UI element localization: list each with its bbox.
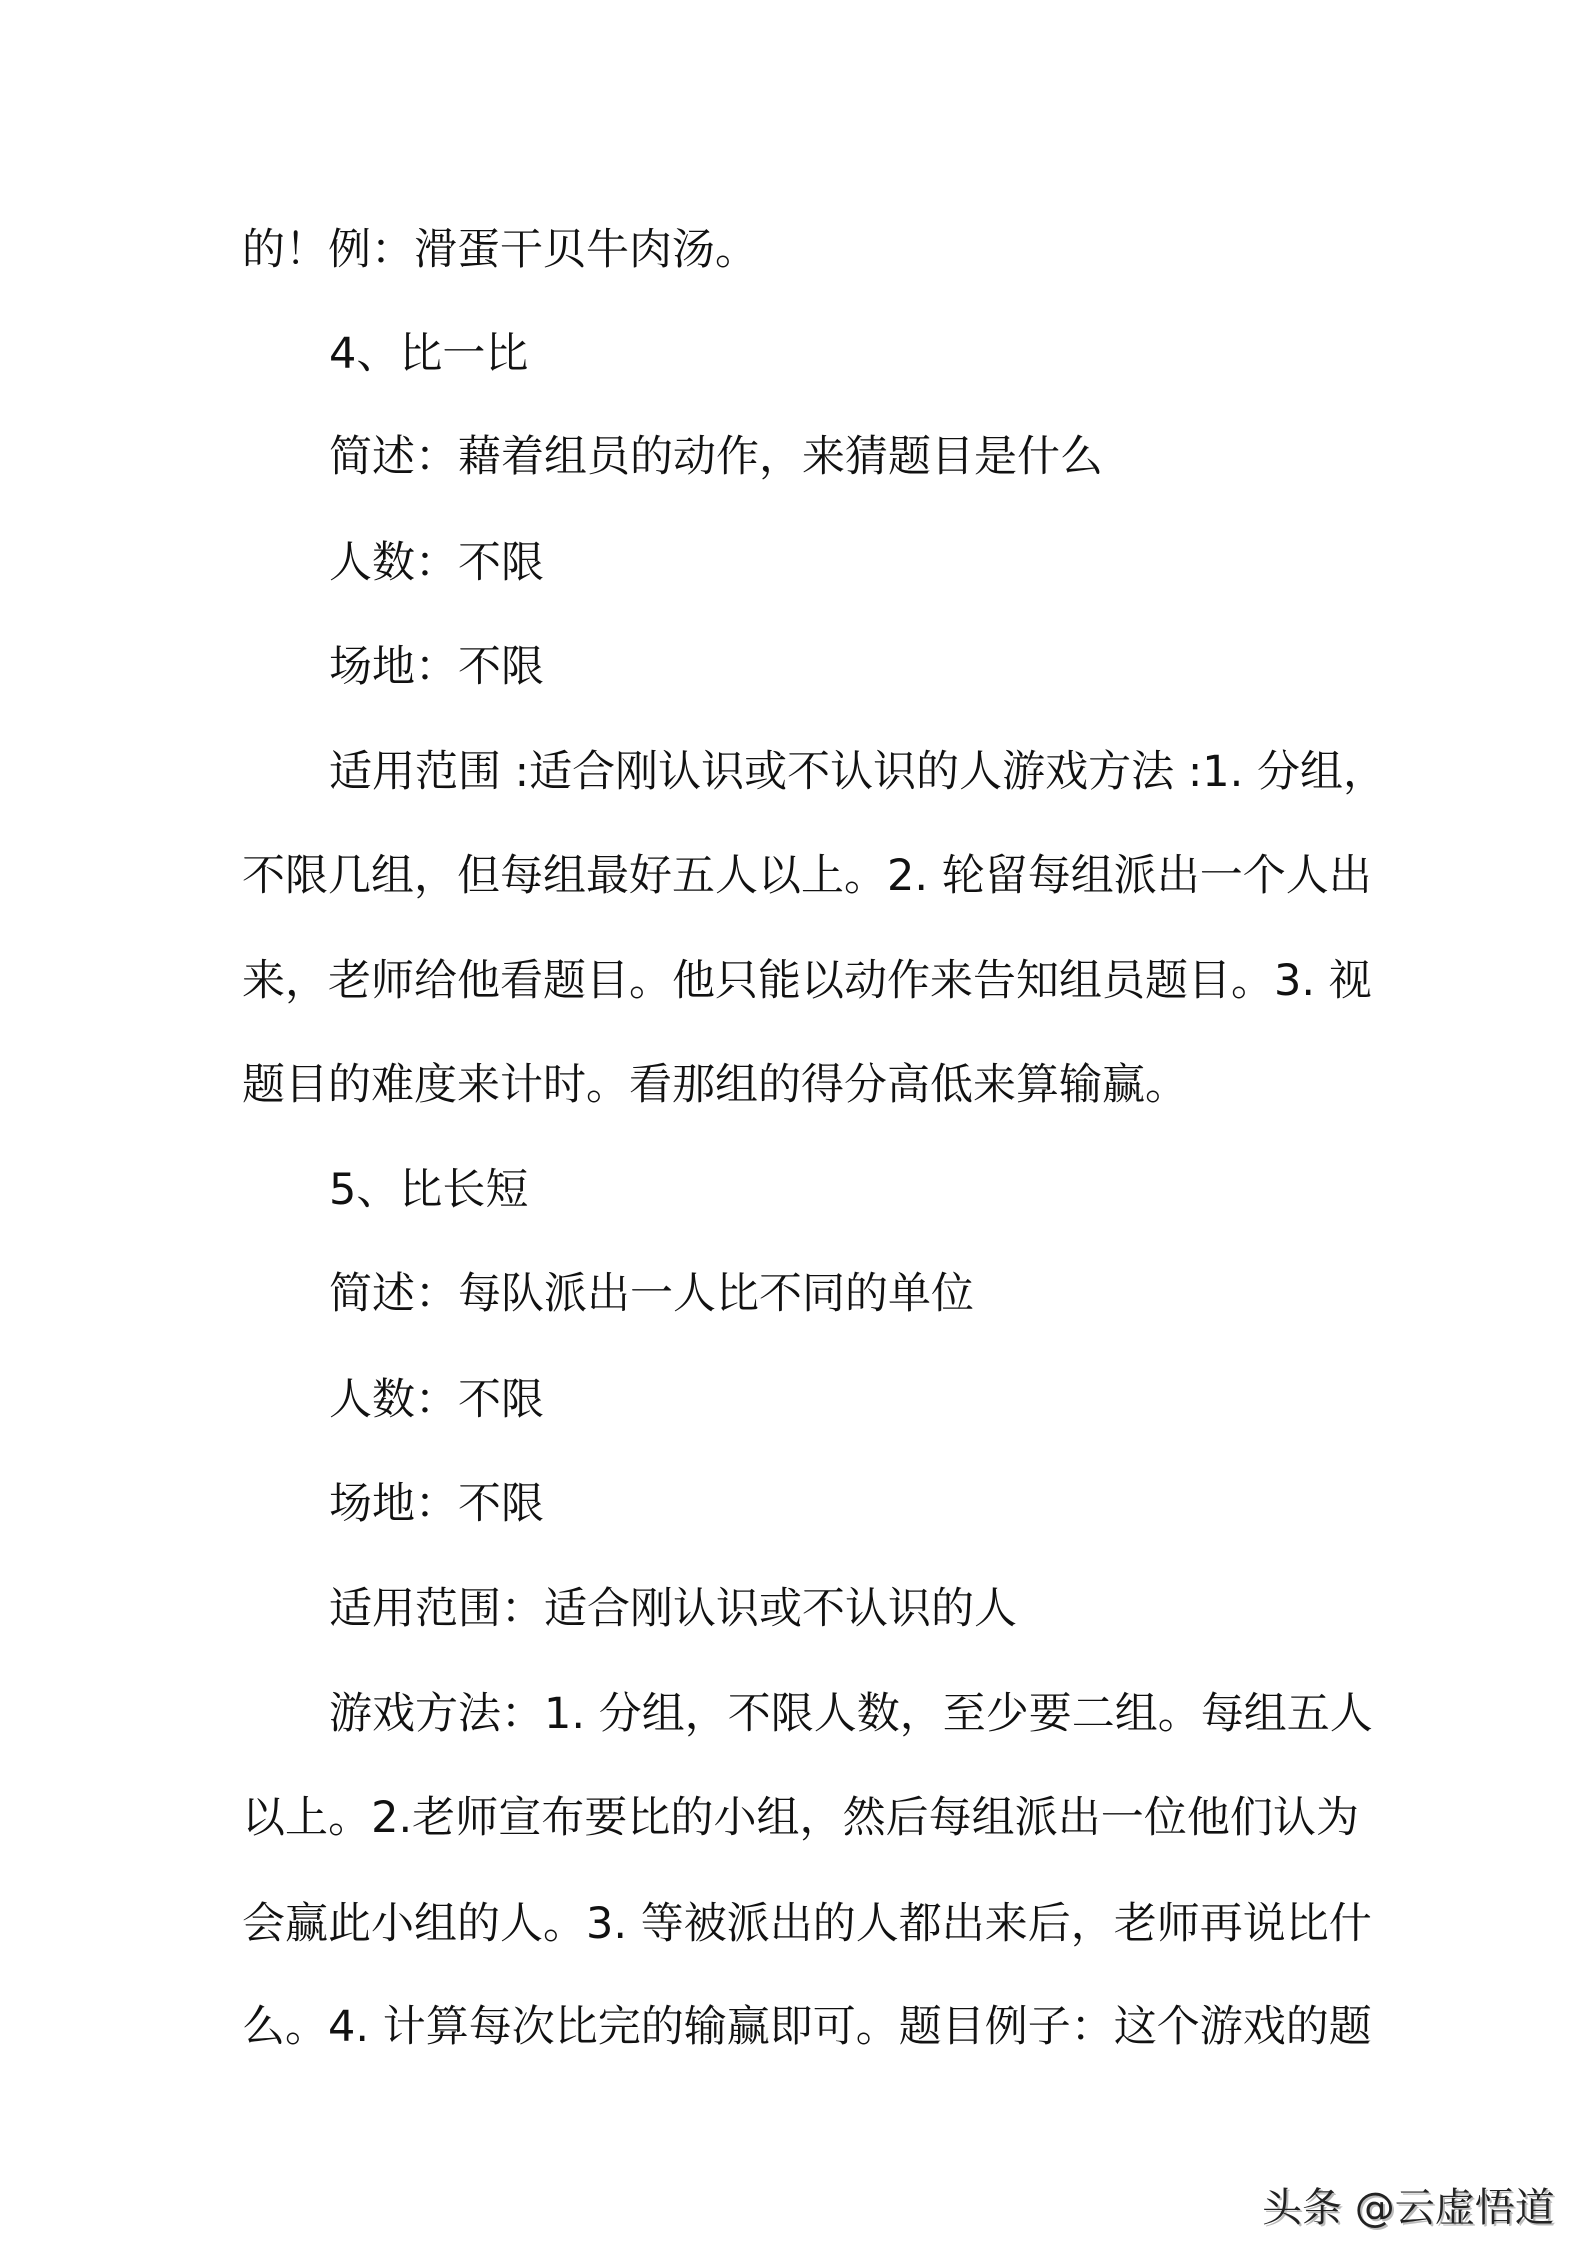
text-line: 4、比一比 — [329, 329, 529, 379]
text-line: 简述：藉着组员的动作，来猜题目是什么 — [329, 432, 1103, 482]
text-line: 的！例：滑蛋干贝牛肉汤。 — [242, 225, 758, 275]
text-line: 场地：不限 — [329, 1479, 544, 1529]
text-line: 游戏方法：1. 分组，不限人数，至少要二组。每组五人 — [329, 1689, 1373, 1739]
text-line: 来，老师给他看题目。他只能以动作来告知组员题目。3. 视 — [242, 956, 1372, 1006]
text-line: 人数：不限 — [329, 1375, 544, 1425]
text-line: 适用范围 :适合刚认识或不认识的人游戏方法 :1. 分组， — [329, 747, 1387, 797]
text-line: 场地：不限 — [329, 642, 544, 692]
text-line: 以上。2.老师宣布要比的小组，然后每组派出一位他们认为 — [242, 1793, 1359, 1843]
text-line: 5、比长短 — [329, 1165, 529, 1215]
watermark: 头条 @云虚悟道 — [1262, 2185, 1555, 2231]
text-line: 么。4. 计算每次比完的输赢即可。题目例子：这个游戏的题 — [242, 2002, 1372, 2052]
text-line: 简述：每队派出一人比不同的单位 — [329, 1269, 974, 1319]
text-line: 题目的难度来计时。看那组的得分高低来算输赢。 — [242, 1060, 1188, 1110]
text-line: 适用范围：适合刚认识或不认识的人 — [329, 1584, 1017, 1634]
text-line: 会赢此小组的人。3. 等被派出的人都出来后，老师再说比什 — [242, 1899, 1372, 1949]
text-line: 不限几组，但每组最好五人以上。2. 轮留每组派出一个人出 — [242, 851, 1372, 901]
text-line: 人数：不限 — [329, 538, 544, 588]
